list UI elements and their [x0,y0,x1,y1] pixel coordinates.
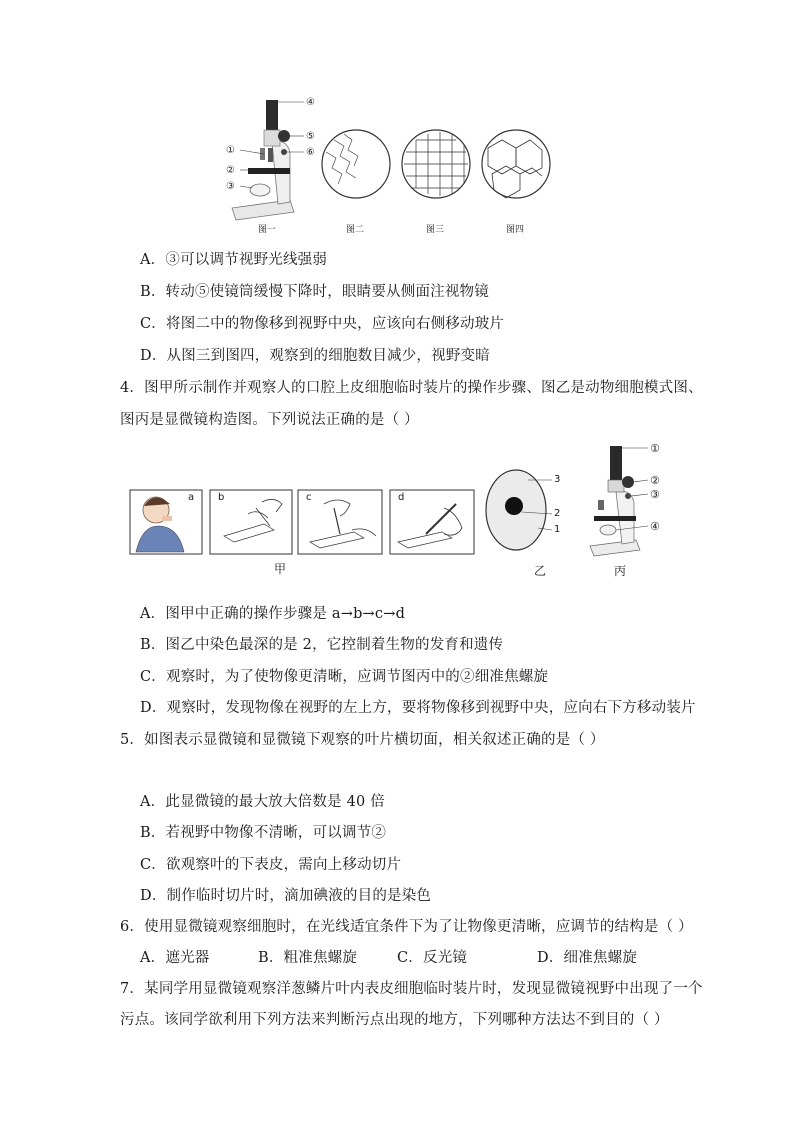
microscope-diagram-1 [220,92,560,240]
q5-stem: 5．如图表示显微镜和显微镜下观察的叶片横切面，相关叙述正确的是（ ） [120,732,605,748]
q3-option-a: A．③可以调节视野光线强弱 [140,252,328,268]
figure-microscope-views [220,92,560,240]
cell-label: 2 [554,508,561,519]
q5-option-d: D．制作临时切片时，滴加碘液的目的是染色 [140,888,432,904]
q4-option-d: D．观察时，发现物像在视野的左上方，要将物像移到视野中央，应向右下方移动装片 [140,700,696,716]
caption-jia: 甲 [274,562,287,576]
q6-option-b: B．粗准焦螺旋 [258,950,358,966]
caption-bing: 丙 [614,564,627,578]
panel-letter: d [398,492,405,503]
q7-stem-line1: 7．某同学用显微镜观察洋葱鳞片叶内表皮细胞临时装片时，发现显微镜视野中出现了一个 [120,981,703,997]
q6-option-a: A．遮光器 [140,950,210,966]
q4-option-b: B．图乙中染色最深的是 2，它控制着生物的发育和遗传 [140,637,504,653]
scope-label: ③ [650,488,660,501]
caption-figure-1: 图一 [258,225,277,235]
q4-option-a: A．图甲中正确的操作步骤是 a→b→c→d [140,606,406,622]
q5-option-c: C．欲观察叶的下表皮，需向上移动切片 [140,857,402,873]
callout-label: ⑥ [306,147,315,158]
panel-letter: c [306,492,312,503]
callout-label: ① [226,145,235,156]
callout-label: ⑤ [306,131,315,142]
scope-label: ④ [650,520,660,533]
caption-yi: 乙 [534,564,547,578]
q3-option-b: B．转动⑤使镜筒缓慢下降时，眼睛要从侧面注视物镜 [140,284,489,300]
callout-label: ④ [306,97,315,108]
q4-option-c: C．观察时，为了使物像更清晰，应调节图丙中的②细准焦螺旋 [140,669,549,685]
q6-option-d: D．细准焦螺旋 [537,950,638,966]
cell-label: 1 [554,524,561,535]
scope-label: ② [650,474,660,487]
callout-label: ③ [226,181,235,192]
q5-option-a: A．此显微镜的最大放大倍数是 40 倍 [140,794,385,810]
scope-label: ① [650,442,660,455]
q6-stem: 6．使用显微镜观察细胞时，在光线适宜条件下为了让物像更清晰，应调节的结构是（ ） [120,919,693,935]
q5-option-b: B．若视野中物像不清晰，可以调节② [140,825,387,841]
caption-figure-2: 图二 [346,225,365,235]
q4-stem-line2: 图丙是显微镜构造图。下列说法正确的是（ ） [120,412,419,428]
panel-letter: a [188,492,195,503]
cell-label: 3 [554,474,561,485]
figure-q4 [128,438,688,580]
q3-option-d: D．从图三到图四，观察到的细胞数目减少，视野变暗 [140,348,490,364]
callout-label: ② [226,165,235,176]
q3-option-c: C．将图二中的物像移到视野中央，应该向右侧移动玻片 [140,316,505,332]
q6-option-c: C．反光镜 [397,950,468,966]
q4-diagram [128,438,688,580]
q4-stem-line1: 4．图甲所示制作并观察人的口腔上皮细胞临时装片的操作步骤、图乙是动物细胞模式图、 [120,380,703,396]
q7-stem-line2: 污点。该同学欲利用下列方法来判断污点出现的地方，下列哪种方法达不到目的（ ） [120,1012,669,1028]
caption-figure-4: 图四 [506,225,525,235]
panel-letter: b [218,492,225,503]
caption-figure-3: 图三 [426,225,445,235]
